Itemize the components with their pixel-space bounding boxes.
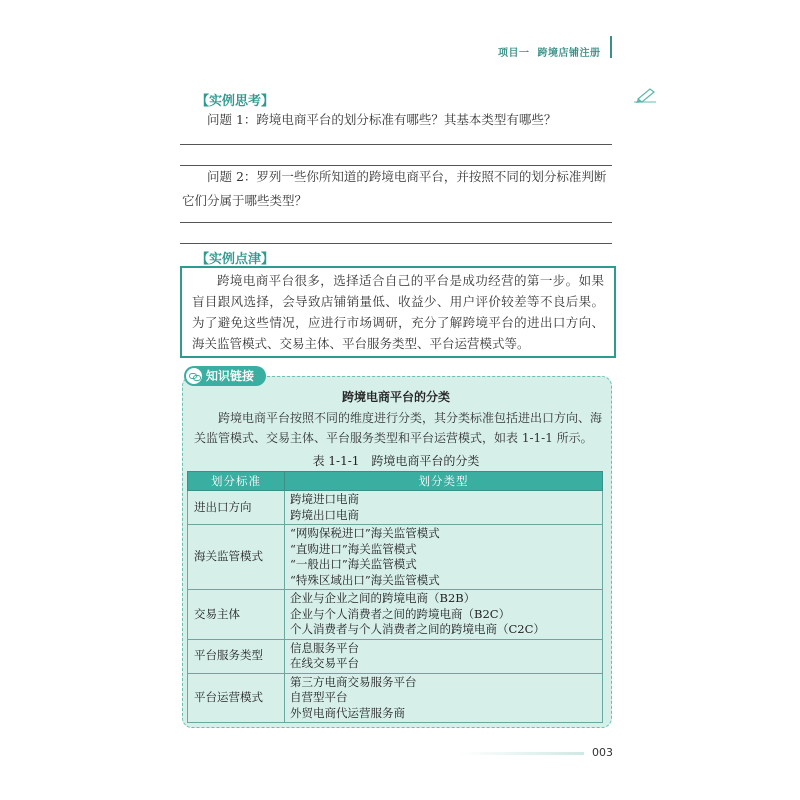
table-header-type: 划分类型 [285,472,603,491]
link-icon [186,368,202,384]
type-item: 跨境出口电商 [290,507,359,522]
table-row [188,525,603,590]
footer-decoration [460,752,584,755]
row-standard: 进出口方向 [188,491,285,525]
type-item: 个人消费者与个人消费者之间的跨境电商（C2C） [290,622,545,636]
case-tip-box: 跨境电商平台很多，选择适合自己的平台是成功经营的第一步。如果盲目跟风选择，会导致店铺销量低、收益少、用户评价较差等不良后果。为了避免这些情况，应进行市场调研，充分了解跨境平台的进出口方向、海关监管模式、交易主体、平台服务类型、平台运营模式等。 [180,266,616,358]
knowledge-tab [184,366,266,386]
type-item: “一般出口”海关监管模式 [290,557,417,571]
row-types [285,639,603,673]
table-row [188,639,603,673]
header-title: 跨境店铺注册 [537,48,601,59]
table-row [188,673,603,723]
row-standard: 交易主体 [188,590,285,640]
header-divider [610,36,612,58]
knowledge-tab-label: 知识链接 [206,369,255,383]
row-types [285,525,603,590]
table-header-standard: 划分标准 [188,472,285,491]
answer-line-4[interactable] [180,243,612,244]
table-row [188,491,603,525]
type-item: 信息服务平台 [290,640,359,655]
type-item: “特殊区域出口”海关监管模式 [290,572,440,587]
type-item: 自营型平台 [290,690,348,704]
row-types [285,673,603,723]
type-item: 第三方电商交易服务平台 [290,674,417,689]
row-standard: 平台运营模式 [188,673,285,723]
row-types [285,491,603,525]
table-header-row [188,472,603,491]
type-item: 企业与个人消费者之间的跨境电商（B2C） [290,606,511,621]
answer-line-1[interactable] [180,144,612,145]
question-2: 问题 2：罗列一些你所知道的跨境电商平台，并按照不同的划分标准判断它们分属于哪些类型？ [182,169,607,208]
page-number: 003 [592,746,613,759]
header-project: 项目一 [498,48,530,59]
type-item: 外贸电商代运营服务商 [290,705,405,720]
type-item: 企业与企业之间的跨境电商（B2B） [290,591,476,605]
pencil-icon [632,86,658,104]
running-header [498,44,601,59]
question-1: 问题 1：跨境电商平台的划分标准有哪些？其基本类型有哪些？ [207,112,557,127]
knowledge-title: 跨境电商平台的分类 [341,390,450,404]
table-caption: 表 1-1-1 跨境电商平台的分类 [312,454,480,468]
type-item: “直购进口”海关监管模式 [290,541,417,556]
case-think-label: 【实例思考】 [196,94,275,109]
type-item: 在线交易平台 [290,656,359,670]
knowledge-paragraph: 跨境电商平台按照不同的维度进行分类，其分类标准包括进出口方向、海关监管模式、交易主体、平台服务类型和平台运营模式，如表 1-1-1 所示。 [194,411,603,445]
type-item: 跨境进口电商 [290,492,359,506]
type-item: “网购保税进口”海关监管模式 [290,526,440,540]
classification-table [187,471,603,723]
answer-line-3[interactable] [180,222,612,223]
row-types [285,590,603,640]
case-tip-label: 【实例点津】 [196,252,275,267]
table-row [188,590,603,640]
row-standard: 平台服务类型 [188,639,285,673]
row-standard: 海关监管模式 [188,525,285,590]
